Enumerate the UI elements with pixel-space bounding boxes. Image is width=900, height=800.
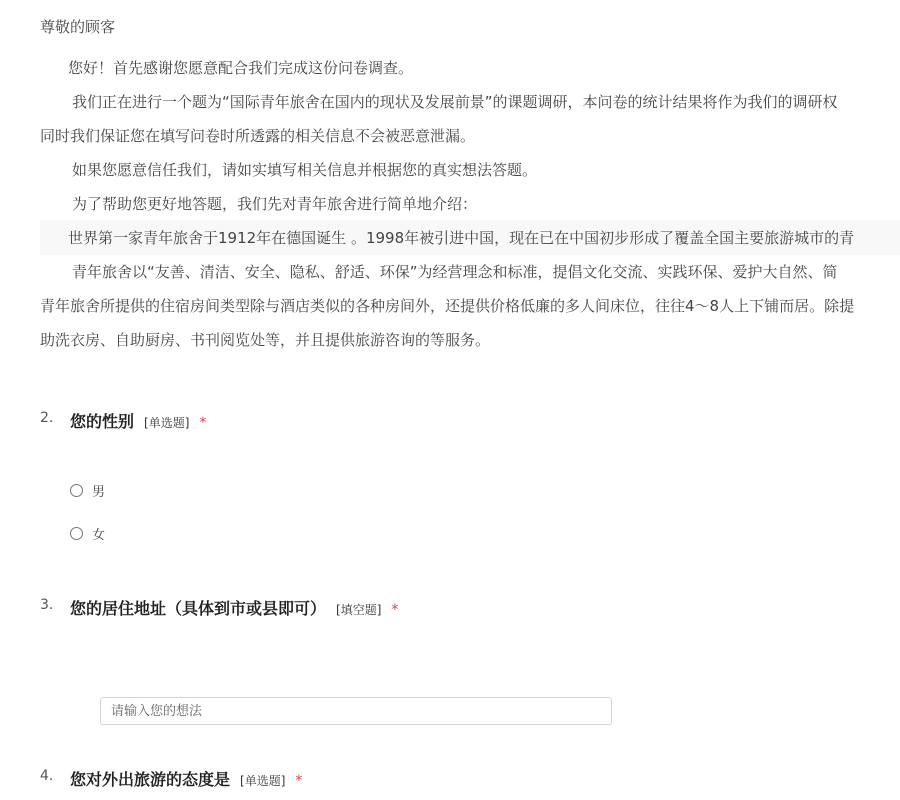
- intro-paragraph: 如果您愿意信任我们，请如实填写相关信息并根据您的真实想法答题。: [72, 161, 538, 179]
- option-male[interactable]: [70, 481, 105, 500]
- intro-paragraph: 为了帮助您更好地答题，我们先对青年旅舍进行简单地介绍：: [72, 195, 478, 213]
- radio-button[interactable]: [70, 484, 83, 497]
- address-input[interactable]: [100, 697, 612, 725]
- question-number: 2.: [40, 410, 54, 426]
- intro-paragraph: 我们正在进行一个题为“国际青年旅舍在国内的现状及发展前景”的课题调研，本问卷的统计结果将作为我们的调研权: [72, 93, 838, 111]
- option-label: 女: [92, 528, 106, 543]
- question-title-travel-attitude: [70, 767, 302, 790]
- radio-button[interactable]: [70, 527, 83, 540]
- option-label: 男: [92, 485, 106, 500]
- option-female[interactable]: [70, 524, 105, 543]
- question-title-text: 您的性别: [70, 412, 135, 431]
- required-marker: *: [391, 602, 399, 618]
- intro-paragraph-highlight: [40, 220, 900, 255]
- question-number: 4.: [40, 768, 54, 784]
- intro-paragraph: 青年旅舍所提供的住宿房间类型除与酒店类似的各种房间外，还提供价格低廉的多人间床位，往往4～8人上下铺而居。除提: [40, 297, 855, 315]
- intro-paragraph: 您好！首先感谢您愿意配合我们完成这份问卷调查。: [68, 59, 414, 77]
- required-marker: *: [199, 415, 207, 431]
- intro-paragraph: 世界第一家青年旅舍于1912年在德国诞生 。1998年被引进中国，现在已在中国初步形成了覆盖全国主要旅游城市的青: [68, 229, 855, 247]
- question-number: 3.: [40, 597, 54, 613]
- question-title-gender: [70, 409, 206, 432]
- greeting: 尊敬的顾客: [40, 18, 116, 36]
- intro-paragraph: 青年旅舍以“友善、清洁、安全、隐私、舒适、环保”为经营理念和标准，提倡文化交流、实践环保、爱护大自然、简: [72, 263, 838, 281]
- question-title-text: 您的居住地址（具体到市或县即可）: [70, 599, 327, 618]
- intro-paragraph: 同时我们保证您在填写问卷时所透露的相关信息不会被恶意泄漏。: [40, 127, 476, 145]
- survey-intro: [40, 0, 900, 360]
- question-type-badge: [单选题]: [240, 774, 286, 788]
- question-title-address: [70, 596, 398, 619]
- question-type-badge: [填空题]: [336, 603, 382, 617]
- question-title-text: 您对外出旅游的态度是: [70, 770, 231, 789]
- question-type-badge: [单选题]: [144, 416, 190, 430]
- required-marker: *: [295, 773, 303, 789]
- intro-paragraph: 助洗衣房、自助厨房、书刊阅览处等，并且提供旅游咨询的等服务。: [40, 331, 491, 349]
